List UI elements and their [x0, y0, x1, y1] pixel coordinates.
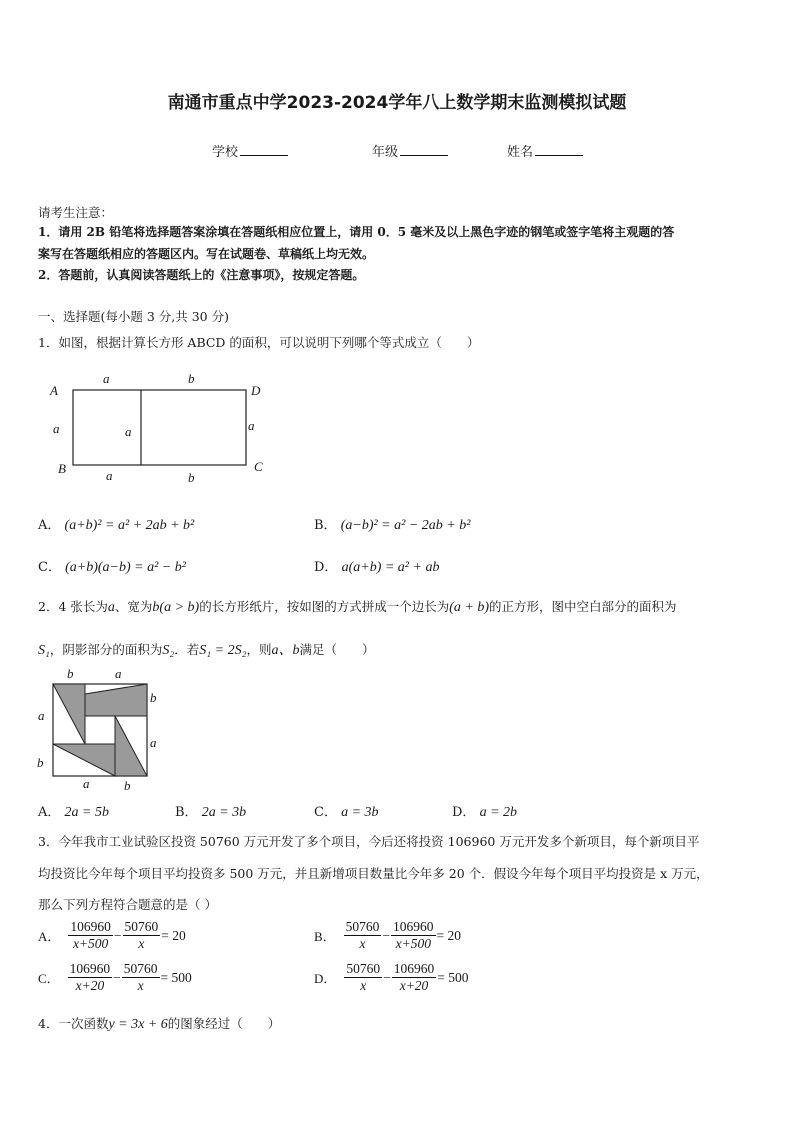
name-field [507, 141, 583, 160]
q3-option-d: D． $\frac{50760}{x}$ − $\frac{106960}{x+20}$ = 500 [314, 961, 469, 993]
right-label-a: a [248, 418, 255, 433]
fig2-left-b: b [37, 755, 44, 770]
fig2-right-a: a [150, 735, 157, 750]
vertex-c: C [254, 459, 263, 474]
notice-item2: 2．答题前，认真阅读答题纸上的《注意事项》，按规定答题。 [38, 268, 365, 282]
section-heading: 一、选择题(每小题 3 分,共 30 分) [38, 309, 229, 324]
q1-option-d: D． a(a+b) = a² + ab [314, 560, 440, 575]
q2-option-b: B． 2a = 3b [175, 805, 247, 820]
q3-option-c: C． $\frac{106960}{x+20}$ − $\frac{50760}{x}$ = 500 [38, 961, 192, 993]
q2-stem-line1: 2．4 张长为a、宽为b(a > b)的长方形纸片，按如图的方式拼成一个边长为(a + b)的正方形，图中空白部分的面积为 [38, 599, 677, 615]
bottom-label-b: b [188, 470, 195, 485]
fig2-bottom-a: a [83, 776, 90, 791]
q2-square-figure [33, 664, 163, 794]
fig2-top-a: a [115, 666, 122, 681]
notice-item1-line2: 案写在答题纸相应的答题区内。写在试题卷、草稿纸上均无效。 [38, 247, 375, 261]
page-title: 南通市重点中学2023-2024学年八上数学期末监测模拟试题 [167, 93, 627, 113]
top-label-a: a [103, 371, 110, 386]
name-label: 姓名 [507, 145, 534, 160]
shaded-triangle-4 [53, 744, 115, 776]
fig2-top-b: b [67, 666, 74, 681]
grade-blank [400, 143, 448, 156]
grade-field [372, 141, 448, 160]
grade-label: 年级 [372, 145, 399, 160]
bottom-label-a: a [106, 468, 113, 483]
rect-abcd [73, 390, 246, 465]
notice-item1-line1: 1．请用 2B 铅笔将选择题答案涂填在答题纸相应位置上，请用 0．5 毫米及以上黑色字迹的钢笔或签字笔将主观题的答 [38, 225, 675, 239]
school-blank [240, 143, 288, 156]
q1-stem: 1．如图，根据计算长方形 ABCD 的面积，可以说明下列哪个等式成立（ ） [38, 335, 480, 350]
fig2-left-a: a [38, 708, 45, 723]
vertex-b: B [58, 461, 66, 476]
fig2-bottom-b: b [124, 778, 131, 793]
shaded-triangle-2 [85, 684, 147, 716]
q4-stem: 4．一次函数y = 3x + 6的图象经过（ ） [38, 1016, 281, 1032]
school-field [212, 141, 288, 160]
q3-option-a: A． $\frac{106960}{x+500}$ − $\frac{50760}{x}$ = 20 [38, 919, 186, 951]
q3-stem-line1: 3．今年我市工业试验区投资 50760 万元开发了多个项目，今后还将投资 106960 万元开发多个新项目，每个新项目平 [38, 834, 700, 849]
fig2-right-b: b [150, 690, 157, 705]
q2-option-c: C． a = 3b [314, 805, 379, 820]
q3-option-b: B． $\frac{50760}{x}$ − $\frac{106960}{x+500}$ = 20 [314, 919, 462, 951]
mid-label-a: a [125, 424, 132, 439]
vertex-a: A [50, 383, 58, 398]
q1-option-b: B． (a−b)² = a² − 2ab + b² [314, 518, 471, 533]
q2-option-d: D． a = 2b [452, 805, 518, 820]
name-blank [535, 143, 583, 156]
q3-stem-line2: 均投资比今年每个项目平均投资多 500 万元，并且新增项目数量比今年多 20 个．假设今年每个项目平均投资是 x 万元， [38, 866, 709, 881]
q3-stem-line3: 那么下列方程符合题意的是（ ） [38, 897, 217, 912]
left-label-a: a [53, 421, 60, 436]
shaded-triangle-1 [53, 684, 85, 744]
shaded-triangle-3 [115, 716, 147, 776]
notice-heading: 请考生注意： [38, 205, 114, 220]
vertex-d: D [251, 383, 261, 398]
q1-option-a: A． (a+b)² = a² + 2ab + b² [38, 518, 195, 533]
q1-rectangle-figure [44, 368, 274, 486]
q1-option-c: C． (a+b)(a−b) = a² − b² [38, 560, 186, 575]
q2-stem-line2: S₁，阴影部分的面积为S₂．若S₁ = 2S₂，则a、b满足（ ） [38, 642, 375, 658]
top-label-b: b [188, 371, 195, 386]
school-label: 学校 [212, 145, 239, 160]
q2-option-a: A． 2a = 5b [38, 805, 109, 820]
